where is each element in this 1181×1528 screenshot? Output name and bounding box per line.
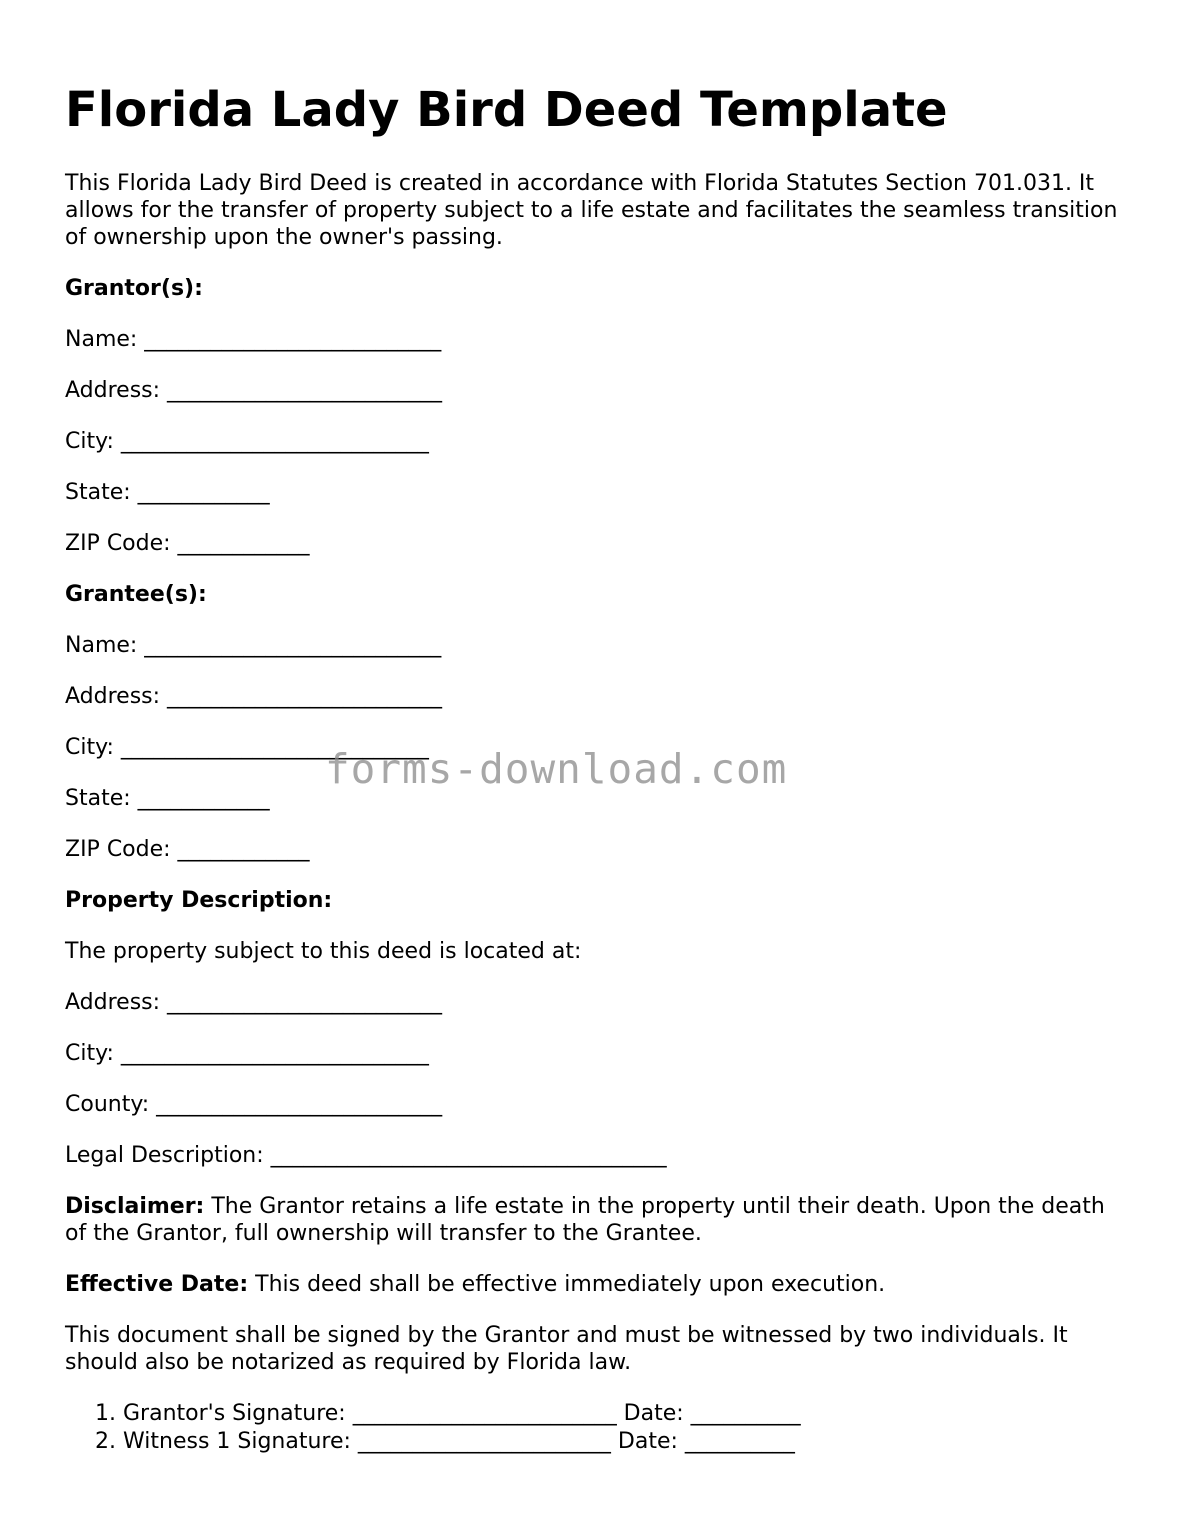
effective-date-text: This deed shall be effective immediately upon execution. [248, 1272, 886, 1297]
disclaimer-text: The Grantor retains a life estate in the property until their death. Upon the death of the Grantor, full ownership will transfer to the Grantee. [65, 1194, 1105, 1246]
witness-1-signature-line: 2. Witness 1 Signature: _______________________ Date: __________ [123, 1428, 1125, 1456]
intro-paragraph: This Florida Lady Bird Deed is created in accordance with Florida Statutes Section 701.031. It allows for the transfer of property subject to a life estate and facilitates the seamless transition of ownership upon the owner's passing. [65, 171, 1118, 250]
grantor-zip-field: ZIP Code: ____________ [65, 531, 310, 556]
grantor-city-field: City: ____________________________ [65, 429, 429, 454]
property-intro: The property subject to this deed is located at: [65, 939, 582, 964]
grantee-state-field: State: ____________ [65, 786, 270, 811]
document-title: Florida Lady Bird Deed Template [65, 82, 948, 138]
grantee-zip-field: ZIP Code: ____________ [65, 837, 310, 862]
grantor-address-field: Address: _________________________ [65, 378, 443, 403]
watermark-text: forms-download.com [325, 745, 788, 793]
property-legal-description-field: Legal Description: ____________________________________ [65, 1143, 667, 1168]
grantee-name-field: Name: ___________________________ [65, 633, 442, 658]
property-city-field: City: ____________________________ [65, 1041, 429, 1066]
disclaimer-paragraph [65, 1193, 1125, 1247]
property-heading: Property Description: [65, 888, 333, 913]
property-address-field: Address: _________________________ [65, 990, 443, 1015]
property-county-field: County: __________________________ [65, 1092, 443, 1117]
signing-note: This document shall be signed by the Grantor and must be witnessed by two individuals. It should also be notarized as required by Florida law. [65, 1323, 1068, 1375]
effective-date-label: Effective Date: [65, 1272, 249, 1297]
grantor-state-field: State: ____________ [65, 480, 270, 505]
signature-list [65, 1400, 1125, 1456]
grantor-name-field: Name: ___________________________ [65, 327, 442, 352]
grantor-heading: Grantor(s): [65, 276, 203, 301]
grantee-city-field: City: ____________________________ [65, 735, 429, 760]
effective-date-paragraph [65, 1271, 1125, 1298]
grantee-heading: Grantee(s): [65, 582, 207, 607]
disclaimer-label: Disclaimer: [65, 1194, 205, 1219]
grantee-address-field: Address: _________________________ [65, 684, 443, 709]
grantor-signature-line: 1. Grantor's Signature: ________________________ Date: __________ [123, 1400, 1125, 1428]
